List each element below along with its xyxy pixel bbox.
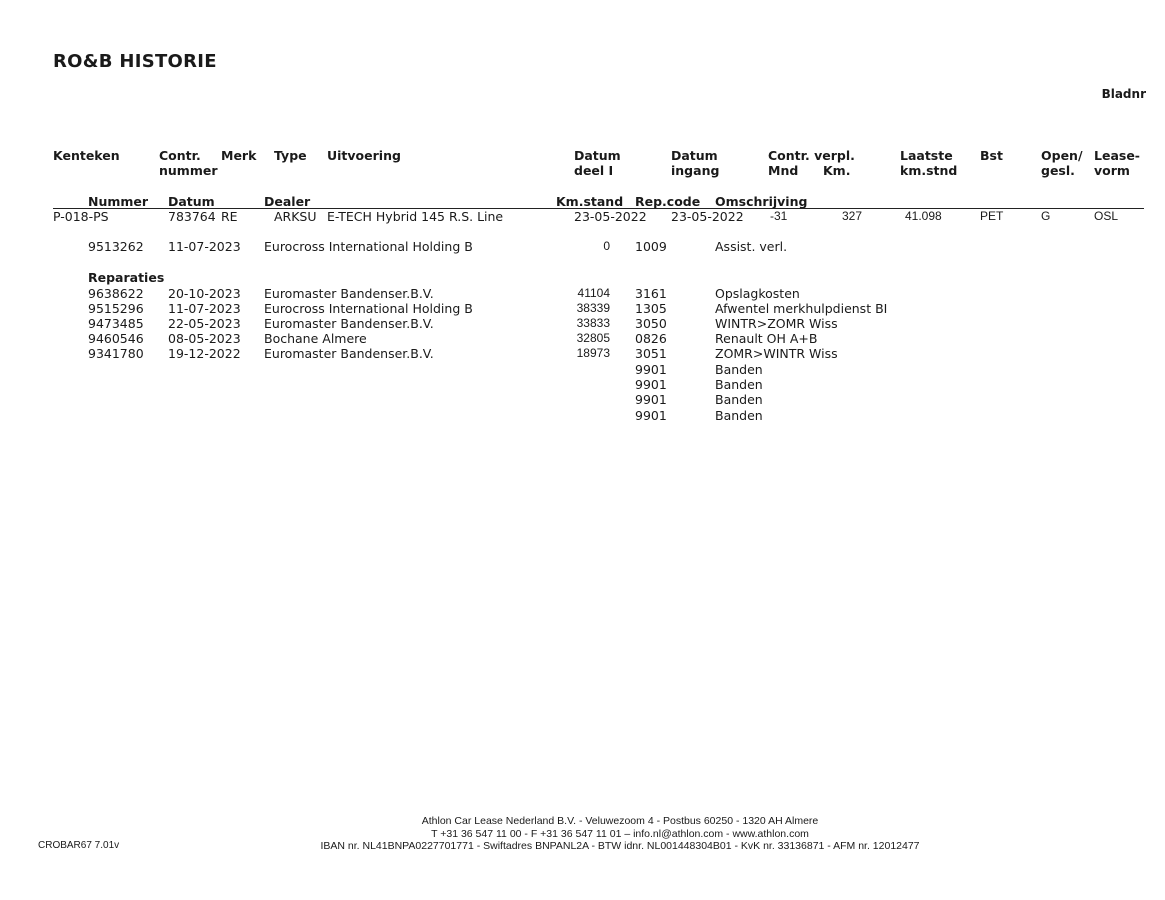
repair-omschrijving: Opslagkosten [715, 286, 800, 301]
repair-dealer: Euromaster Bandenser.B.V. [264, 346, 434, 361]
footer-contact: T +31 36 547 11 00 - F +31 36 547 11 01 – info.nl@athlon.com - www.athlon.com [431, 827, 809, 840]
header-bst: Bst [980, 148, 1003, 163]
header-kmstnd: km.stnd [900, 163, 958, 178]
repair-dealer: Bochane Almere [264, 331, 367, 346]
footer [200, 815, 1040, 853]
header-kenteken: Kenteken [53, 148, 120, 163]
repair-kmstand: 33833 [576, 316, 610, 330]
header-datum-ingang: Datum [671, 148, 718, 163]
vehicle-merk: RE [221, 209, 238, 224]
subheader-repcode: Rep.code [635, 194, 701, 209]
header-vorm: vorm [1094, 163, 1130, 178]
repair-dealer: Euromaster Bandenser.B.V. [264, 316, 434, 331]
repair-repcode: 0826 [635, 331, 667, 346]
repair-repcode: 9901 [635, 362, 667, 377]
repair-omschrijving: Banden [715, 362, 763, 377]
vehicle-datum-deel1: 23-05-2022 [574, 209, 647, 224]
header-datum-deel1: Datum [574, 148, 621, 163]
vehicle-open-gesl: G [1041, 209, 1051, 223]
repair-nummer: 9515296 [88, 301, 144, 316]
vehicle-contract: 783764 [168, 209, 216, 224]
header-merk: Merk [221, 148, 257, 163]
repair-kmstand: 38339 [576, 301, 610, 315]
header-mnd: Mnd [768, 163, 799, 178]
repair-datum: 11-07-2023 [168, 301, 241, 316]
header-open: Open/ [1041, 148, 1083, 163]
header-uitvoering: Uitvoering [327, 148, 401, 163]
repair-datum: 22-05-2023 [168, 316, 241, 331]
repair-omschrijving: Banden [715, 408, 763, 423]
repair-nummer: 9341780 [88, 346, 144, 361]
repair-omschrijving: Banden [715, 377, 763, 392]
header-deel1: deel I [574, 163, 614, 178]
repair-repcode: 3161 [635, 286, 667, 301]
repair-repcode: 9901 [635, 408, 667, 423]
page-title: RO&B HISTORIE [53, 51, 217, 72]
repair-nummer: 9638622 [88, 286, 144, 301]
header-lease: Lease- [1094, 148, 1140, 163]
vehicle-km: 327 [841, 209, 862, 223]
vehicle-kenteken: P-018-PS [53, 209, 109, 224]
vehicle-laatste-km: 41.098 [905, 209, 942, 223]
repair-omschrijving: WINTR>ZOMR Wiss [715, 316, 838, 331]
header-laatste: Laatste [900, 148, 953, 163]
repair-nummer: 9473485 [88, 316, 144, 331]
assist-dealer: Eurocross International Holding B [264, 239, 473, 254]
repair-datum: 08-05-2023 [168, 331, 241, 346]
header-type: Type [274, 148, 307, 163]
repair-nummer: 9460546 [88, 331, 144, 346]
assist-datum: 11-07-2023 [168, 239, 241, 254]
footer-registration: IBAN nr. NL41BNPA0227701771 - Swiftadres BNPANL2A - BTW idnr. NL001448304B01 - KvK nr. 33136871 - AFM nr. 12012477 [320, 840, 920, 852]
repair-omschrijving: Afwentel merkhulpdienst BI [715, 301, 888, 316]
header-ingang: ingang [671, 163, 720, 178]
vehicle-lease-vorm: OSL [1094, 209, 1119, 223]
header-contr-verpl: Contr. verpl. [768, 148, 855, 163]
header-gesl: gesl. [1041, 163, 1075, 178]
repair-omschrijving: Banden [715, 392, 763, 407]
page-number-label: Bladnr [1101, 87, 1146, 101]
repair-kmstand: 18973 [576, 346, 610, 360]
subheader-kmstand: Km.stand [556, 194, 624, 209]
assist-kmstand: 0 [603, 239, 610, 253]
repair-repcode: 3050 [635, 316, 667, 331]
form-code: CROBAR67 7.01v [38, 840, 120, 851]
reparaties-label: Reparaties [88, 270, 165, 285]
repair-omschrijving: Renault OH A+B [715, 331, 818, 346]
header-nummer: nummer [159, 163, 218, 178]
subheader-dealer: Dealer [264, 194, 311, 209]
repair-dealer: Euromaster Bandenser.B.V. [264, 286, 434, 301]
header-contr: Contr. [159, 148, 201, 163]
repair-dealer: Eurocross International Holding B [264, 301, 473, 316]
vehicle-datum-ingang: 23-05-2022 [671, 209, 744, 224]
subheader-datum: Datum [168, 194, 215, 209]
repair-repcode: 9901 [635, 392, 667, 407]
repair-repcode: 9901 [635, 377, 667, 392]
assist-repcode: 1009 [635, 239, 667, 254]
subheader-omschrijving: Omschrijving [715, 194, 808, 209]
vehicle-type: ARKSU [274, 209, 317, 224]
footer-address: Athlon Car Lease Nederland B.V. - Veluwezoom 4 - Postbus 60250 - 1320 AH Almere [421, 815, 819, 827]
repair-repcode: 1305 [635, 301, 667, 316]
assist-omschrijving: Assist. verl. [715, 239, 788, 254]
subheader-nummer: Nummer [88, 194, 149, 209]
repair-omschrijving: ZOMR>WINTR Wiss [715, 346, 838, 361]
vehicle-uitvoering: E-TECH Hybrid 145 R.S. Line [327, 209, 504, 224]
repair-kmstand: 32805 [576, 331, 610, 345]
vehicle-mnd: -31 [770, 209, 788, 223]
repair-kmstand: 41104 [577, 286, 610, 300]
vehicle-bst: PET [980, 209, 1004, 223]
repair-datum: 20-10-2023 [168, 286, 241, 301]
assist-nummer: 9513262 [88, 239, 144, 254]
repair-datum: 19-12-2022 [168, 346, 241, 361]
header-km: Km. [823, 163, 851, 178]
repair-repcode: 3051 [635, 346, 667, 361]
